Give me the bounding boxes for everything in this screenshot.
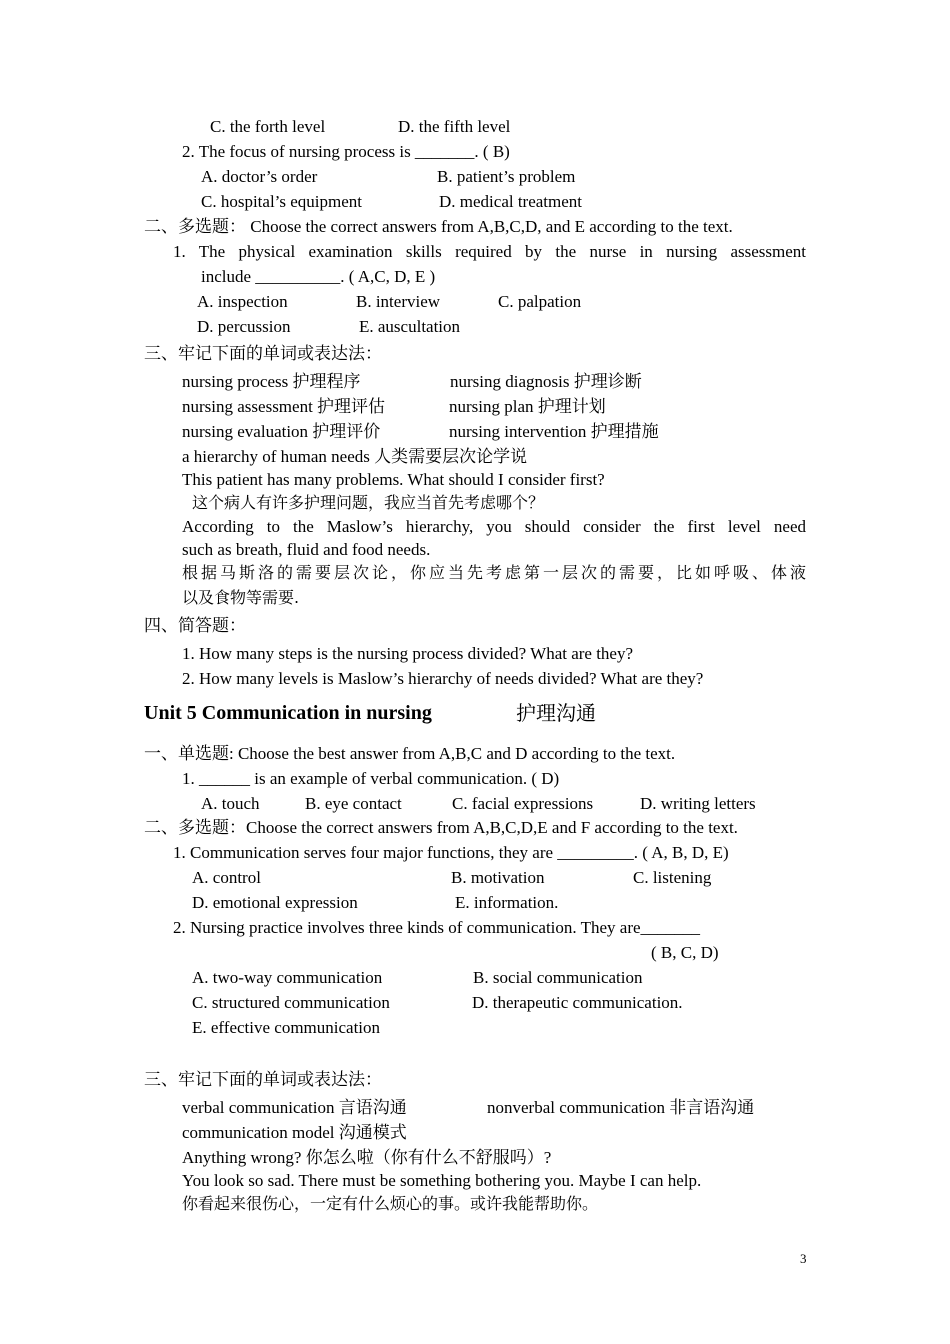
option-b: B. motivation (451, 868, 545, 887)
section-header-multi: 二、多选题： Choose the correct answers from A,B,C,D, and E according to the text. (144, 217, 733, 236)
vocab-item: nursing process 护理程序 (182, 372, 361, 391)
dialogue-line: You look so sad. There must be something bothering you. Maybe I can help. (182, 1171, 702, 1190)
dialogue-answer: According to the Maslow’s hierarchy, you should consider the first level need (182, 517, 806, 536)
section-header-vocab: 三、牢记下面的单词或表达法： (144, 1070, 382, 1089)
option-b: B. social communication (473, 968, 643, 987)
option-c: C. facial expressions (452, 794, 594, 813)
option-d: D. medical treatment (439, 192, 583, 211)
option-b: B. eye contact (305, 794, 402, 813)
short-question: 1. How many steps is the nursing process divided? What are they? (182, 644, 634, 663)
option-e: E. effective communication (192, 1018, 381, 1037)
option-a: A. doctor’s order (201, 167, 318, 186)
section-header-vocab: 三、牢记下面的单词或表达法： (144, 344, 382, 363)
page-number: 3 (800, 1251, 807, 1266)
option-d: D. writing letters (640, 794, 756, 813)
dialogue-answer-cn-cont: 以及食物等需要. (182, 588, 300, 607)
option-c: C. structured communication (192, 993, 390, 1012)
option-c: C. palpation (498, 292, 582, 311)
question-stem-cont: include __________. ( A,C, D, E ) (201, 267, 436, 286)
dialogue-question-cn: 这个病人有许多护理问题，我应当首先考虑哪个？ (192, 493, 545, 512)
short-question: 2. How many levels is Maslow’s hierarchy of needs divided? What are they? (182, 669, 704, 688)
vocab-item: nursing plan 护理计划 (449, 397, 606, 416)
option-a: A. control (192, 868, 261, 887)
unit-title-cn: 护理沟通 (516, 701, 596, 725)
question-stem: 2. The focus of nursing process is _______. ( B) (182, 142, 510, 161)
vocab-item: nursing evaluation 护理评价 (182, 422, 381, 441)
option-d: D. therapeutic communication. (472, 993, 683, 1012)
vocab-item: nursing diagnosis 护理诊断 (450, 372, 642, 391)
option-b: B. patient’s problem (437, 167, 576, 186)
option-a: A. inspection (197, 292, 288, 311)
question-stem: 1. ______ is an example of verbal communication. ( D) (182, 769, 560, 788)
dialogue-line: Anything wrong? 你怎么啦（你有什么不舒服吗）? (182, 1148, 552, 1167)
vocab-item: nonverbal communication 非言语沟通 (487, 1098, 755, 1117)
vocab-item: a hierarchy of human needs 人类需要层次论学说 (182, 447, 528, 466)
unit-title: Unit 5 Communication in nursing (144, 702, 432, 724)
section-header-single: 一、单选题: Choose the best answer from A,B,C and D according to the text. (144, 744, 676, 763)
option-d: D. the fifth level (398, 117, 511, 136)
question-stem: 1. The physical examination skills required by the nurse in nursing assessment (173, 242, 806, 261)
question-stem: 2. Nursing practice involves three kinds of communication. They are_______ (173, 918, 701, 937)
question-stem: 1. Communication serves four major functions, they are _________. ( A, B, D, E) (173, 843, 729, 862)
option-d: D. percussion (197, 317, 291, 336)
option-b: B. interview (356, 292, 441, 311)
option-c: C. hospital’s equipment (201, 192, 363, 211)
option-a: A. two-way communication (192, 968, 383, 987)
dialogue-question: This patient has many problems. What should I consider first? (182, 470, 605, 489)
option-e: E. information. (455, 893, 559, 912)
dialogue-answer-cont: such as breath, fluid and food needs. (182, 540, 431, 559)
answer-key: ( B, C, D) (651, 943, 719, 962)
section-header-short: 四、简答题： (144, 616, 246, 635)
section-header-multi: 二、多选题：Choose the correct answers from A,B,C,D,E and F according to the text. (144, 818, 738, 837)
vocab-item: communication model 沟通模式 (182, 1123, 407, 1142)
option-e: E. auscultation (359, 317, 461, 336)
vocab-item: nursing assessment 护理评估 (182, 397, 386, 416)
option-c: C. listening (633, 868, 712, 887)
option-a: A. touch (201, 794, 260, 813)
vocab-item: verbal communication 言语沟通 (182, 1098, 407, 1117)
dialogue-answer-cn: 根据马斯洛的需要层次论，你应当先考虑第一层次的需要，比如呼吸、体液 (182, 563, 806, 582)
option-c: C. the forth level (210, 117, 326, 136)
dialogue-line-cn: 你看起来很伤心，一定有什么烦心的事。或许我能帮助你。 (182, 1194, 599, 1213)
option-d: D. emotional expression (192, 893, 358, 912)
vocab-item: nursing intervention 护理措施 (449, 422, 659, 441)
